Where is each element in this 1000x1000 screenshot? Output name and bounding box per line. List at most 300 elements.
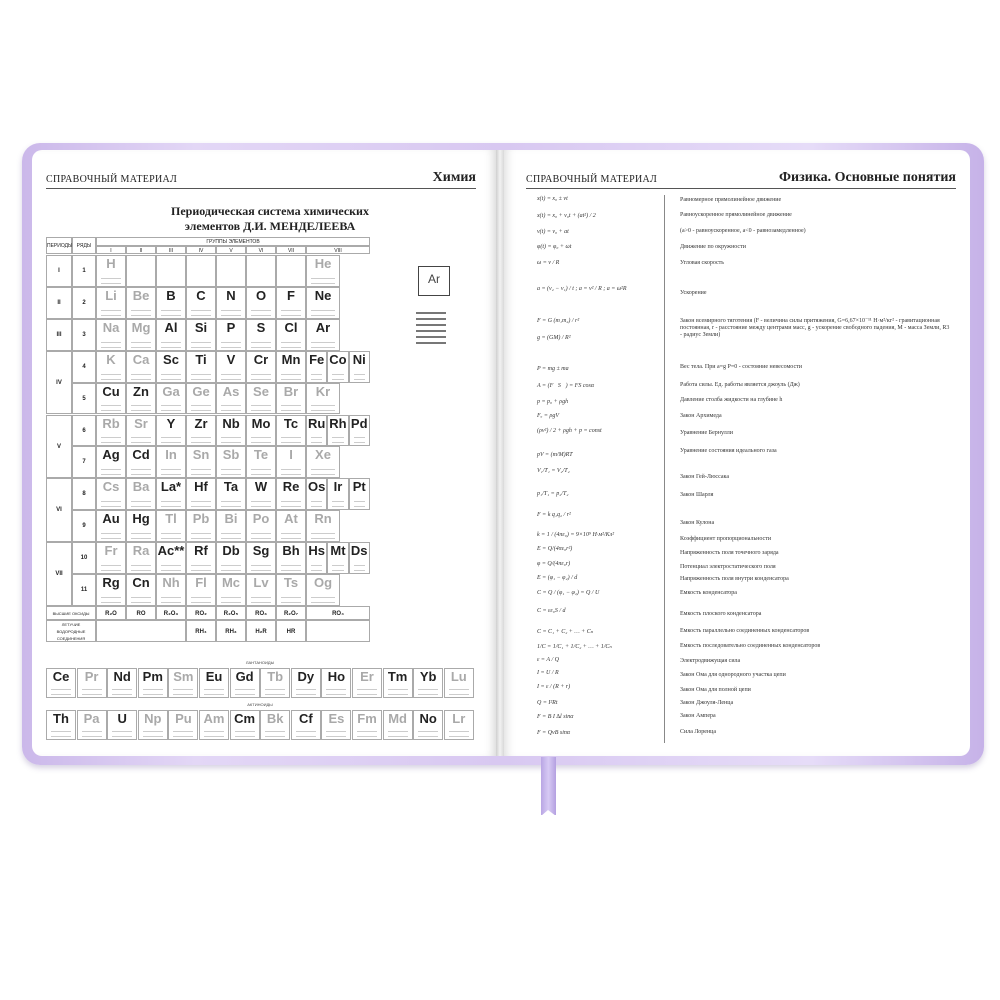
lanthanide-Sm	[168, 668, 198, 698]
lanthanide-Tm	[383, 668, 413, 698]
formula-4: φ(t) = φ₀ + ωt	[537, 244, 572, 250]
element-symbol: K	[106, 351, 116, 367]
description-15: Закон Шарля	[680, 492, 714, 498]
actinide-Np	[138, 710, 168, 740]
element-name-lines	[173, 731, 193, 737]
element-symbol: Md	[388, 711, 407, 726]
element-Db	[216, 542, 246, 574]
element-symbol: La*	[160, 479, 182, 495]
element-symbol: Pm	[142, 669, 163, 684]
legend-line	[416, 324, 446, 326]
element-Re	[276, 478, 306, 510]
element-symbol: Sm	[173, 669, 194, 684]
element-symbol: Er	[360, 669, 374, 684]
element-symbol: Pb	[192, 511, 210, 527]
element-name-lines	[131, 469, 151, 475]
element-symbol: Cd	[132, 447, 150, 463]
element-symbol: Os	[307, 479, 326, 495]
element-name-lines	[161, 405, 181, 411]
element-symbol: Re	[282, 479, 300, 495]
element-name-lines	[101, 565, 121, 571]
element-symbol: U	[117, 711, 127, 726]
element-symbol: Ru	[307, 415, 326, 431]
element-Zn	[126, 383, 156, 415]
element-name-lines	[131, 342, 151, 348]
left-page-header	[46, 168, 476, 189]
element-symbol: Th	[53, 711, 69, 726]
description-23: Емкость параллельно соединенных конденсаторов	[680, 628, 810, 634]
element-Fe	[306, 351, 327, 383]
element-symbol: In	[165, 447, 177, 463]
element-Po	[246, 510, 276, 542]
element-Cd	[126, 446, 156, 478]
element-name-lines	[221, 405, 241, 411]
element-name-lines	[281, 533, 301, 539]
element-Li	[96, 287, 126, 319]
element-symbol: Ge	[192, 383, 210, 399]
element-name-lines	[354, 374, 365, 380]
element-Mo	[246, 415, 276, 447]
period-label-4: IV	[46, 351, 72, 415]
element-name-lines	[265, 731, 285, 737]
element-Sr	[126, 415, 156, 447]
element-name-lines	[101, 533, 121, 539]
element-name-lines	[191, 374, 211, 380]
element-S	[246, 319, 276, 351]
hydride-4: HR	[276, 620, 306, 642]
element-symbol: Nb	[222, 415, 240, 431]
oxide-4: RO₂	[186, 606, 216, 620]
element-name-lines	[161, 310, 181, 316]
oxide-3: R₂O₃	[156, 606, 186, 620]
element-name-lines	[191, 533, 211, 539]
row-label-9: 9	[72, 510, 96, 542]
element-symbol: Al	[164, 319, 178, 335]
actinide-Th	[46, 710, 76, 740]
element-symbol: Ne	[314, 287, 332, 303]
element-name-lines	[326, 731, 346, 737]
formula-9: P = mg ± ma	[537, 366, 569, 372]
element-Ti	[186, 351, 216, 383]
formula-18: k = 1 / (4πε₀) = 9×10⁹ Н·м²/Кл²	[537, 532, 615, 538]
element-symbol: Cl	[284, 319, 298, 335]
element-symbol: Hg	[132, 511, 150, 527]
element-name-lines	[101, 597, 121, 603]
empty-cell	[156, 255, 186, 287]
row-label-7: 7	[72, 446, 96, 478]
element-symbol: Pu	[175, 711, 192, 726]
periodic-table-subtitle: элементов Д.И. МЕНДЕЛЕЕВА	[184, 219, 356, 233]
description-17: Коэффициент пропорциональности	[680, 536, 772, 542]
element-name-lines	[311, 342, 335, 348]
element-symbol: Be	[132, 287, 150, 303]
element-name-lines	[311, 501, 322, 507]
element-symbol: Ac**	[157, 543, 185, 559]
element-symbol: He	[314, 256, 332, 271]
element-Sn	[186, 446, 216, 478]
element-Tl	[156, 510, 186, 542]
element-As	[216, 383, 246, 415]
element-symbol: Pt	[352, 479, 366, 495]
element-name-lines	[281, 374, 301, 380]
element-Ni	[349, 351, 370, 383]
element-Sg	[246, 542, 276, 574]
element-symbol: Ni	[352, 351, 366, 367]
lanthanide-Lu	[444, 668, 474, 698]
element-name-lines	[131, 597, 151, 603]
element-name-lines	[449, 731, 469, 737]
element-name-lines	[191, 342, 211, 348]
element-symbol: Na	[102, 319, 120, 335]
element-symbol: As	[222, 383, 240, 399]
legend-line	[416, 318, 446, 320]
element-symbol: Lv	[253, 575, 269, 590]
group-header-VII: VII	[276, 246, 306, 254]
element-Mg	[126, 319, 156, 351]
element-Rf	[186, 542, 216, 574]
element-Fr	[96, 542, 126, 574]
element-Kr	[306, 383, 340, 415]
group-header-III: III	[156, 246, 186, 254]
element-Al	[156, 319, 186, 351]
element-Co	[327, 351, 348, 383]
element-symbol: Og	[313, 575, 333, 590]
element-symbol: I	[289, 447, 293, 463]
element-symbol: S	[256, 319, 266, 335]
element-symbol: Pa	[83, 711, 100, 726]
element-symbol: F	[287, 287, 295, 303]
period-label-7: VII	[46, 542, 72, 606]
element-name-lines	[332, 565, 343, 571]
description-5: Угловая скорость	[680, 260, 724, 266]
element-symbol: At	[284, 511, 298, 527]
element-name-lines	[131, 501, 151, 507]
actinide-Md	[383, 710, 413, 740]
element-symbol: Br	[283, 383, 299, 399]
element-name-lines	[311, 278, 335, 284]
empty-cell	[186, 255, 216, 287]
element-name-lines	[101, 501, 121, 507]
element-name-lines	[82, 689, 102, 695]
element-symbol: Cn	[132, 575, 150, 590]
element-name-lines	[418, 689, 438, 695]
description-26: Закон Ома для однородного участка цепи	[680, 672, 786, 678]
legend-line	[416, 336, 446, 338]
description-1: Равномерное прямолинейное движение	[680, 197, 782, 203]
formula-8: g = (GM) / R²	[537, 335, 571, 341]
element-symbol: N	[226, 287, 236, 303]
element-name-lines	[191, 597, 211, 603]
element-name-lines	[191, 310, 211, 316]
element-name-lines	[191, 405, 211, 411]
element-Cl	[276, 319, 306, 351]
oxide-2: RO	[126, 606, 156, 620]
oxide-5: R₂O₅	[216, 606, 246, 620]
oxide-6: RO₃	[246, 606, 276, 620]
element-symbol: Cu	[102, 383, 120, 399]
element-name-lines	[131, 310, 151, 316]
element-symbol: V	[226, 351, 236, 367]
group-header-IV: IV	[186, 246, 216, 254]
element-name-lines	[418, 731, 438, 737]
element-Bh	[276, 542, 306, 574]
description-3: (a>0 - равноускоренное, a<0 - равнозамедленное)	[680, 228, 806, 234]
element-symbol: Tm	[387, 669, 408, 684]
element-name-lines	[251, 597, 271, 603]
element-Ba	[126, 478, 156, 510]
element-symbol: Tc	[283, 415, 299, 431]
formula-28: I = ε / (R + r)	[537, 684, 571, 690]
element-symbol: Fl	[195, 575, 207, 590]
empty-cell	[246, 255, 276, 287]
element-name-lines	[112, 731, 132, 737]
element-name-lines	[281, 405, 301, 411]
element-symbol: Rg	[102, 575, 120, 590]
lanthanide-Nd	[107, 668, 137, 698]
element-name-lines	[251, 342, 271, 348]
element-Ta	[216, 478, 246, 510]
element-name-lines	[131, 405, 151, 411]
lanthanide-Pm	[138, 668, 168, 698]
group-header-VI: VI	[246, 246, 276, 254]
element-Hg	[126, 510, 156, 542]
formula-15: V₁/T₁ = V₂/T₂	[537, 468, 570, 474]
description-10: Давление столба жидкости на глубине h	[680, 397, 783, 403]
hydride-empty-b	[306, 620, 370, 642]
element-C	[186, 287, 216, 319]
actinide-Am	[199, 710, 229, 740]
element-symbol: Sr	[134, 415, 148, 431]
element-Be	[126, 287, 156, 319]
right-section-label: СПРАВОЧНЫЙ МАТЕРИАЛ	[526, 174, 658, 185]
periodic-table-title: Периодическая система химических	[171, 204, 369, 218]
element-name-lines	[354, 501, 365, 507]
element-name-lines	[388, 731, 408, 737]
element-symbol: Am	[203, 711, 225, 726]
element-Pb	[186, 510, 216, 542]
element-name-lines	[161, 597, 181, 603]
element-Ag	[96, 446, 126, 478]
element-symbol: Fe	[309, 351, 325, 367]
lanthanide-Yb	[413, 668, 443, 698]
element-name-lines	[251, 469, 271, 475]
element-name-lines	[251, 533, 271, 539]
element-symbol: Si	[194, 319, 208, 335]
actinide-Es	[321, 710, 351, 740]
description-28: Закон Джоуля-Ленца	[680, 700, 734, 706]
element-Og	[306, 574, 340, 606]
legend-line	[416, 312, 446, 314]
element-symbol: Au	[102, 511, 120, 527]
element-name-lines	[101, 342, 121, 348]
element-symbol: Lu	[450, 669, 467, 684]
element-name-lines	[281, 437, 301, 443]
element-symbol: Ds	[350, 543, 368, 559]
element-name-lines	[281, 597, 301, 603]
element-name-lines	[221, 374, 241, 380]
element-symbol: Sg	[252, 543, 270, 559]
lanthanide-Er	[352, 668, 382, 698]
period-label-3: III	[46, 319, 72, 351]
element-symbol: Xe	[315, 447, 331, 463]
element-Te	[246, 446, 276, 478]
left-section-label: СПРАВОЧНЫЙ МАТЕРИАЛ	[46, 174, 178, 185]
element-name-lines	[191, 565, 211, 571]
element-name-lines	[311, 405, 335, 411]
element-symbol: H	[106, 256, 116, 271]
formula-12: Fₐ = ρgV	[537, 413, 560, 419]
element-name-lines	[101, 437, 121, 443]
element-name-lines	[311, 374, 322, 380]
element-At	[276, 510, 306, 542]
description-29: Закон Ампера	[680, 713, 716, 719]
element-name-lines	[326, 689, 346, 695]
element-Sb	[216, 446, 246, 478]
element-Ne	[306, 287, 340, 319]
hydrides-label: ЛЕТУЧИЕ ВОДОРОДНЫЕ СОЕДИНЕНИЯ	[46, 620, 96, 642]
empty-cell	[216, 255, 246, 287]
hydride-3: H₂R	[246, 620, 276, 642]
element-name-lines	[311, 310, 335, 316]
description-21: Емкость конденсатора	[680, 590, 737, 596]
element-name-lines	[296, 689, 316, 695]
element-P	[216, 319, 246, 351]
element-symbol: Fm	[357, 711, 377, 726]
element-Nb	[216, 415, 246, 447]
formula-31: F = QvB sinα	[537, 730, 571, 736]
element-In	[156, 446, 186, 478]
element-name-lines	[131, 533, 151, 539]
formula-19: E = Q/(4πε₀r²)	[537, 546, 573, 552]
element-Ca	[126, 351, 156, 383]
element-O	[246, 287, 276, 319]
actinide-Lr	[444, 710, 474, 740]
element-Sc	[156, 351, 186, 383]
element-name-lines	[251, 501, 271, 507]
element-name-lines	[221, 501, 241, 507]
element-La	[156, 478, 186, 510]
formula-14: pV = (m/M)RT	[537, 452, 573, 458]
element-Ds	[349, 542, 370, 574]
row-label-1: 1	[72, 255, 96, 287]
element-symbol: Hs	[308, 543, 325, 559]
oxide-1: R₂O	[96, 606, 126, 620]
element-Os	[306, 478, 327, 510]
element-symbol: Ca	[132, 351, 150, 367]
element-Ge	[186, 383, 216, 415]
description-24: Емкость последовательно соединенных конденсаторов	[680, 643, 821, 649]
element-Hs	[306, 542, 327, 574]
element-symbol: Mc	[221, 575, 241, 590]
element-Mn	[276, 351, 306, 383]
element-Tc	[276, 415, 306, 447]
element-symbol: Np	[144, 711, 162, 726]
element-name-lines	[191, 437, 211, 443]
element-Rh	[327, 415, 348, 447]
lanthanide-Dy	[291, 668, 321, 698]
element-legend	[414, 262, 468, 350]
group-header-V: V	[216, 246, 246, 254]
element-Rb	[96, 415, 126, 447]
element-Rg	[96, 574, 126, 606]
formula-24: C = C₁ + C₂ + … + Cₙ	[537, 629, 594, 635]
row-label-4: 4	[72, 351, 96, 383]
actinide-label: АКТИНОИДЫ	[247, 702, 273, 707]
element-Ac	[156, 542, 186, 574]
element-I	[276, 446, 306, 478]
element-symbol: Ho	[327, 669, 346, 684]
formula-25: 1/C = 1/C₁ + 1/C₂ + … + 1/Cₙ	[537, 644, 612, 650]
element-name-lines	[332, 374, 343, 380]
element-name-lines	[221, 597, 241, 603]
element-symbol: Y	[166, 415, 176, 431]
element-name-lines	[161, 533, 181, 539]
right-section-title: Физика. Основные понятия	[779, 170, 956, 185]
element-Se	[246, 383, 276, 415]
row-label-8: 8	[72, 478, 96, 510]
lanthanide-label: ЛАНТАНОИДЫ	[245, 660, 275, 665]
element-symbol: Dy	[297, 669, 315, 684]
element-F	[276, 287, 306, 319]
element-Ru	[306, 415, 327, 447]
lanthanide-Tb	[260, 668, 290, 698]
formula-23: C = εε₀S / d	[537, 608, 566, 614]
period-label-5: V	[46, 415, 72, 479]
actinide-Bk	[260, 710, 290, 740]
element-Hf	[186, 478, 216, 510]
element-name-lines	[173, 689, 193, 695]
element-Cr	[246, 351, 276, 383]
formula-30: F = B I ∆l sinα	[537, 714, 574, 720]
element-name-lines	[161, 469, 181, 475]
description-16: Закон Кулона	[680, 520, 715, 526]
element-symbol: No	[419, 711, 437, 726]
element-symbol: Ag	[102, 447, 120, 463]
description-30: Сила Лоренца	[680, 729, 717, 735]
element-He	[306, 255, 340, 287]
element-symbol: Hf	[194, 479, 208, 495]
description-11: Закон Архимеда	[680, 413, 722, 419]
element-name-lines	[221, 469, 241, 475]
element-name-lines	[161, 437, 181, 443]
row-label-2: 2	[72, 287, 96, 319]
element-symbol: B	[166, 287, 176, 303]
element-symbol: Bh	[282, 543, 300, 559]
element-V	[216, 351, 246, 383]
element-name-lines	[281, 469, 301, 475]
element-symbol: Li	[105, 287, 117, 303]
element-name-lines	[281, 565, 301, 571]
element-Xe	[306, 446, 340, 478]
element-name-lines	[311, 533, 335, 539]
lanthanide-Eu	[199, 668, 229, 698]
element-name-lines	[281, 342, 301, 348]
element-Ts	[276, 574, 306, 606]
element-name-lines	[235, 689, 255, 695]
element-symbol: Ta	[223, 479, 239, 495]
element-Zr	[186, 415, 216, 447]
actinide-U	[107, 710, 137, 740]
element-name-lines	[251, 565, 271, 571]
formula-20: φ = Q/(4πε₀r)	[537, 561, 571, 567]
empty-cell	[276, 255, 306, 287]
element-Ga	[156, 383, 186, 415]
lanthanide-Pr	[77, 668, 107, 698]
physics-column-divider	[664, 195, 665, 743]
element-Cs	[96, 478, 126, 510]
element-symbol: P	[226, 319, 236, 335]
element-symbol: Nd	[113, 669, 131, 684]
